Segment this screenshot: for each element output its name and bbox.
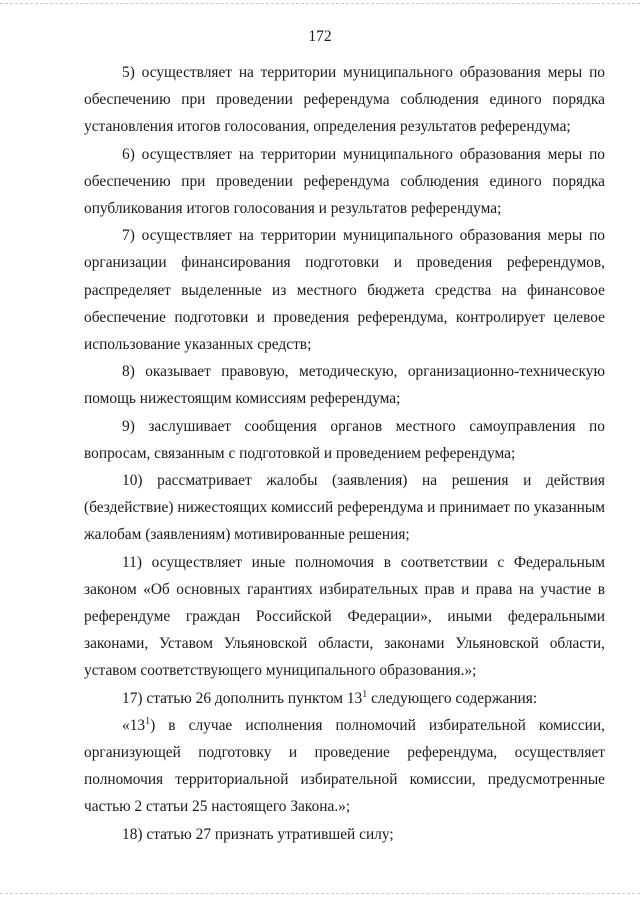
quoted-text-end: ) в случае исполнения полномочий избирательной комиссии, организующей подготовку и проведение референдума, осуществляет полномочия территориальной избирательной комиссии, предусмотренные частью 2 статьи 25 настоящего Закона.»;	[84, 716, 605, 816]
paragraph-item-18: 18) статью 27 признать утратившей силу;	[122, 825, 394, 843]
document-body	[84, 59, 605, 848]
paragraph-item-7: 7) осуществляет на территории муниципального образования меры по организации финансирования подготовки и проведения референдумов, распределяет выделенные из местного бюджета средства на финансовое обеспечение подготовки и проведения референдума, контролирует целевое использование указанных средств;	[84, 227, 605, 354]
scan-bottom-edge	[0, 893, 640, 895]
paragraph-item-9: 9) заслушивает сообщения органов местного самоуправления по вопросам, связанным с подготовкой и проведением референдума;	[84, 417, 605, 462]
paragraph-item-17	[84, 685, 605, 712]
paragraph-17-text-start: 17) статью 26 дополнить пунктом 13	[122, 689, 363, 707]
scan-top-edge	[0, 3, 640, 5]
paragraph-17-text-end: следующего содержания:	[367, 689, 538, 707]
paragraph-item-10: 10) рассматривает жалобы (заявления) на решения и действия (бездействие) нижестоящих комиссий референдума и принимает по указанным жалобам (заявлениям) мотивированные решения;	[84, 472, 605, 544]
paragraph-item-5: 5) осуществляет на территории муниципального образования меры по обеспечению при проведении референдума соблюдения единого порядка установления итогов голосования, определения результатов референдума;	[84, 64, 605, 136]
superscript-index: 1	[362, 688, 368, 700]
page-number: 172	[308, 28, 332, 45]
quoted-text-start: «13	[122, 716, 146, 734]
paragraph-item-8: 8) оказывает правовую, методическую, организационно-техническую помощь нижестоящим комиссиям референдума;	[84, 363, 605, 408]
paragraph-quoted-13-1	[84, 712, 605, 821]
paragraph-item-11: 11) осуществляет иные полномочия в соответствии с Федеральным законом «Об основных гарантиях избирательных прав и права на участие в референдуме граждан Российской Федерации», иными федеральными законами, Уставом Ульяновской области, законами Ульяновской области, уставом соответствующего муниципального образования.»;	[84, 553, 605, 680]
superscript-index: 1	[145, 715, 151, 727]
paragraph-item-6: 6) осуществляет на территории муниципального образования меры по обеспечению при проведении референдума соблюдения единого порядка опубликования итогов голосования и результатов референдума;	[84, 145, 605, 218]
